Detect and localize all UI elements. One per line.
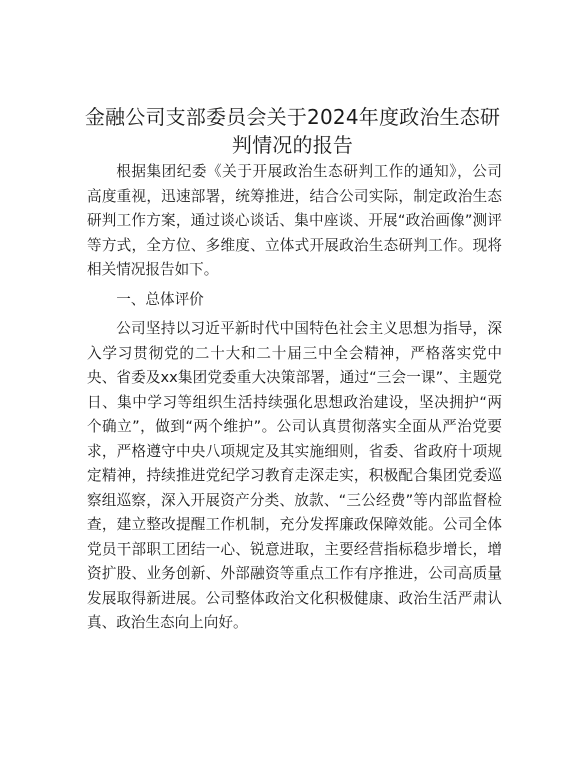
intro-paragraph: 根据集团纪委《关于开展政治生态研判工作的通知》，公司高度重视，迅速部署，统筹推进，结合公司实际，制定政治生态研判工作方案，通过谈心谈话、集中座谈、开展“政治画像”测评等方式，全方位、多维度、立体式开展政治生态研判工作。现将相关情况报告如下。 — [87, 163, 502, 278]
section-paragraph-overall-evaluation: 公司坚持以习近平新时代中国特色社会主义思想为指导，深入学习贯彻党的二十大和二十届三中全会精神，严格落实党中央、省委及xx集团党委重大决策部署，通过“三会一课”、主题党日、集中学习等组织生活持续强化思想政治建设，坚决拥护“两个确立”，做到“两个维护”。公司认真贯彻落实全面从严治党要求，严格遵守中央八项规定及其实施细则，省委、省政府十项规定精神，持续推进党纪学习教育走深走实，积极配合集团党委巡察组巡察，深入开展资产分类、放款、“三公经费”等内部监督检查，建立整改提醒工作机制，充分发挥廉政保障效能。公司全体党员干部职工团结一心、锐意进取，主要经营指标稳步增长，增资扩股、业务创新、外部融资等重点工作有序推进，公司高质量发展取得新进展。公司整体政治文化积极健康、政治生活严肃认真、政治生态向上向好。 — [87, 320, 502, 631]
document-body — [87, 160, 502, 636]
section-heading-overall-evaluation: 一、总体评价 — [116, 290, 204, 308]
document-title: 金融公司支部委员会关于2024年度政治生态研判情况的报告 — [84, 105, 501, 157]
